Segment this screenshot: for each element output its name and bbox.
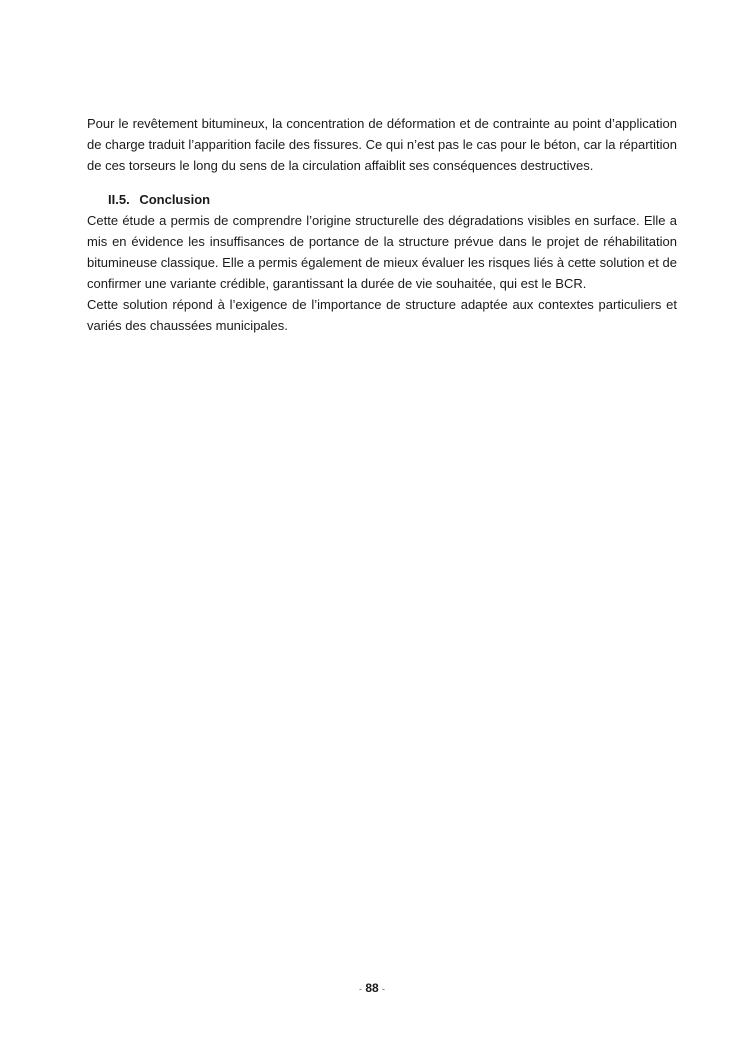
paragraph-conclusion-solution: Cette solution répond à l’exigence de l’importance de structure adaptée aux contextes particuliers et variés des chaussées municipales. [87,297,677,333]
section-heading [87,189,677,210]
page-number-footer [0,981,744,995]
page-number-dash-right: - [382,984,386,994]
page-number-dash-left: - [358,984,362,994]
paragraph-bitumen-vs-concrete: Pour le revêtement bitumineux, la concentration de déformation et de contrainte au point d’application de charge traduit l’apparition facile des fissures. Ce qui n’est pas le cas pour le béton, car la répartition de ces torseurs le long du sens de la circulation affaiblit ses conséquences destructives. [87,116,677,173]
page-content [87,113,677,336]
paragraph-conclusion-study: Cette étude a permis de comprendre l’origine structurelle des dégradations visibles en surface. Elle a mis en évidence les insuffisances de portance de la structure prévue dans le projet de réhabilitation bitumineuse classique. Elle a permis également de mieux évaluer les risques liés à cette solution et de confirmer une variante crédible, garantissant la durée de vie souhaitée, qui est le BCR. [87,213,677,291]
page-number: 88 [365,981,379,995]
section-number: II.5. [108,192,130,207]
section-title: Conclusion [139,192,211,207]
